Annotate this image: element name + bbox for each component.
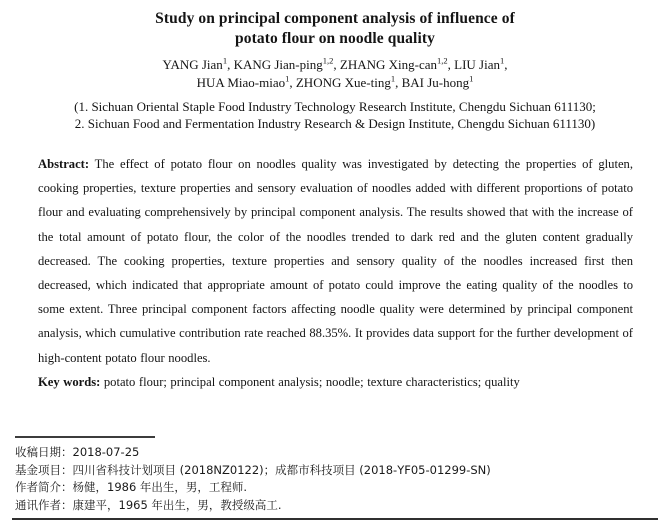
title-line-1: Study on principal component analysis of influence of bbox=[155, 10, 515, 27]
abstract-paragraph bbox=[38, 152, 633, 370]
footnote-separator-rule bbox=[15, 436, 155, 438]
author-name: BAI Ju-hong bbox=[401, 74, 470, 90]
footnote-value: 康建平，1965 年出生，男，教授级高工. bbox=[72, 497, 282, 512]
author-affiliation-superscript: 1 bbox=[285, 73, 290, 84]
author-separator: , bbox=[504, 57, 508, 72]
keywords-line bbox=[38, 370, 633, 394]
author-separator: , bbox=[447, 57, 455, 72]
author-affiliation-superscript: 1,2 bbox=[437, 55, 448, 66]
footnote-value: 四川省科技计划项目 (2018NZ0122)；成都市科技项目 (2018-YF05-01299-SN) bbox=[72, 462, 491, 477]
affiliation-list bbox=[0, 98, 670, 132]
footnote-label: 作者简介： bbox=[15, 480, 73, 495]
paper-title bbox=[0, 0, 670, 48]
author-name: ZHANG Xing-can bbox=[339, 57, 437, 72]
author-name: ZHONG Xue-ting bbox=[295, 74, 391, 90]
footnote-received-date bbox=[15, 444, 658, 462]
author-separator: , bbox=[333, 57, 340, 72]
author-line-2 bbox=[0, 74, 670, 92]
footnote-value: 杨健，1986 年出生，男，工程师. bbox=[72, 480, 248, 495]
author-name: HUA Miao-miao bbox=[196, 74, 286, 90]
footnote-label: 基金项目： bbox=[15, 462, 73, 477]
footnote-block bbox=[15, 436, 658, 514]
footnote-value: 2018-07-25 bbox=[72, 445, 140, 459]
keywords-label: Key words: bbox=[38, 374, 101, 389]
author-separator: , bbox=[395, 74, 402, 90]
affiliation-line-1: (1. Sichuan Oriental Staple Food Industry Technology Research Institute, Chengdu Sichuan 611130; bbox=[74, 99, 596, 114]
footnote-label: 收稿日期： bbox=[15, 445, 73, 459]
abstract-text: The effect of potato flour on noodles quality was investigated by detecting the properties of gluten, cooking properties, texture properties and sensory evaluation of noodles added with different proportions of potato flour and evaluating comprehensively by principal component analysis. The results showed that with the increase of the total amount of potato flour, the color of the noodles trended to dark red and the gluten content gradually decreased. The cooking properties, texture properties and sensory quality of the noodles increased first then decreased, which indicated that appropriate amount of potato could improve the eating quality of the noodles to some extent. Three principal component factors affecting noodle quality were determined by principal component analysis, which cumulative contribution rate reached 88.35%. It provides data support for the further development of high-content potato flour noodles. bbox=[38, 157, 634, 365]
title-line-2: potato flour on noodle quality bbox=[235, 29, 435, 47]
footnote-author-bio bbox=[15, 479, 658, 497]
footnote-corresponding-author bbox=[15, 497, 658, 515]
keywords-text: potato flour; principal component analysis; noodle; texture characteristics; quality bbox=[103, 374, 520, 389]
author-name: LIU Jian bbox=[454, 57, 500, 72]
author-name: YANG Jian bbox=[162, 57, 223, 72]
author-affiliation-superscript: 1 bbox=[499, 55, 505, 66]
author-separator: , bbox=[289, 74, 296, 90]
footnote-funding bbox=[15, 462, 658, 480]
author-separator: , bbox=[227, 57, 234, 72]
author-list bbox=[0, 56, 670, 91]
footnote-label: 通讯作者： bbox=[15, 497, 73, 512]
author-name: KANG Jian-ping bbox=[233, 57, 323, 72]
affiliation-line-2: 2. Sichuan Food and Fermentation Industry Research & Design Institute, Chengdu Sichuan 611130) bbox=[74, 116, 596, 131]
page-bottom-rule bbox=[12, 518, 658, 520]
author-line-1 bbox=[0, 56, 670, 74]
author-affiliation-superscript: 1 bbox=[390, 73, 396, 84]
author-affiliation-superscript: 1,2 bbox=[322, 55, 334, 66]
author-affiliation-superscript: 1 bbox=[222, 55, 228, 66]
author-affiliation-superscript: 1 bbox=[469, 73, 474, 84]
abstract-label: Abstract: bbox=[38, 157, 90, 171]
